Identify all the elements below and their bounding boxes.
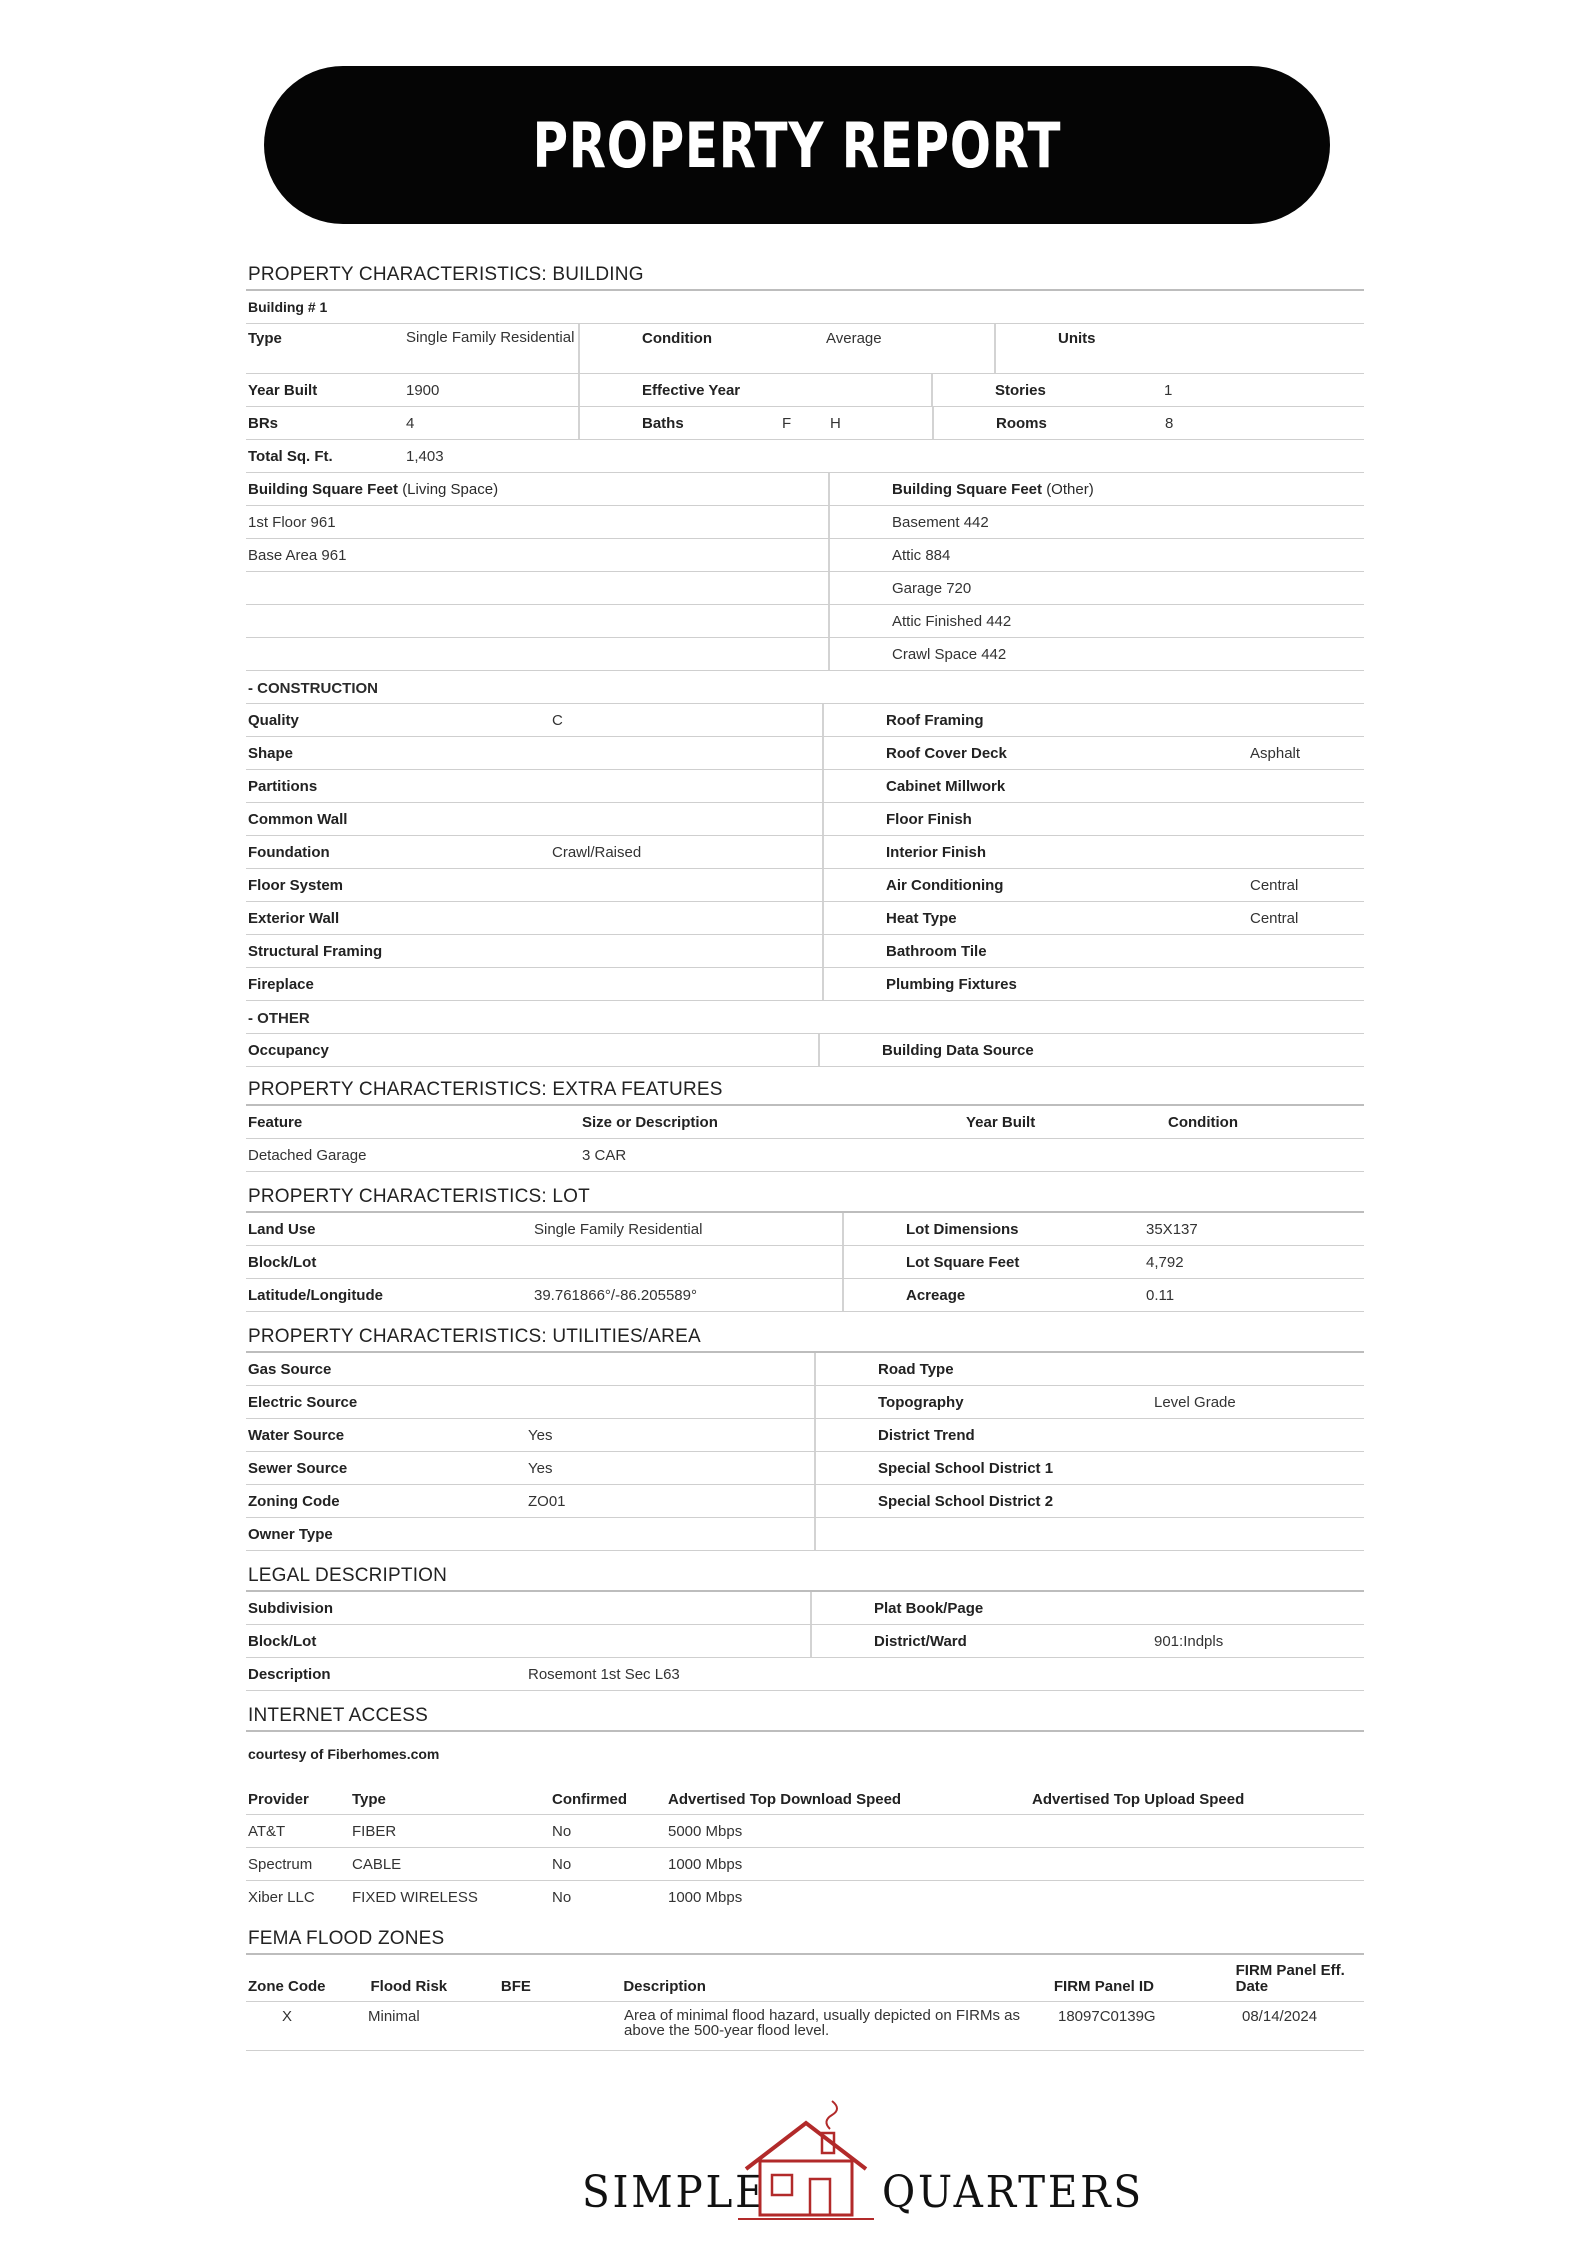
other-row bbox=[246, 1034, 1364, 1067]
rooms-value: 8 bbox=[1165, 414, 1174, 432]
table-row: Common Wall Floor Finish bbox=[246, 803, 1364, 836]
effective-year-label: Effective Year bbox=[642, 381, 741, 399]
baths-label: Baths bbox=[642, 414, 684, 432]
table-row: Zoning Code ZO01 Special School District 2 bbox=[246, 1485, 1364, 1518]
table-row: Quality C Roof Framing bbox=[246, 704, 1364, 737]
internet-section-title: INTERNET ACCESS bbox=[246, 1699, 1364, 1732]
list-item: Base Area 961 Attic 884 bbox=[246, 539, 1364, 572]
table-row: Owner Type bbox=[246, 1518, 1364, 1551]
type-value: Single Family Residential bbox=[404, 324, 580, 373]
report-title: PROPERTY REPORT bbox=[532, 108, 1062, 182]
legal-table bbox=[246, 1592, 1364, 1691]
stories-value: 1 bbox=[1164, 381, 1173, 399]
table-row: Xiber LLC FIXED WIRELESS No 1000 Mbps bbox=[248, 1889, 743, 1906]
sqft-list bbox=[246, 506, 1364, 671]
table-row: Shape Roof Cover Deck Asphalt bbox=[246, 737, 1364, 770]
table-row: Structural Framing Bathroom Tile bbox=[246, 935, 1364, 968]
utilities-section-title: PROPERTY CHARACTERISTICS: UTILITIES/AREA bbox=[246, 1320, 1364, 1353]
table-row: AT&T FIBER No 5000 Mbps bbox=[246, 1815, 1364, 1848]
year-built-value: 1900 bbox=[404, 374, 580, 406]
table-row: Partitions Cabinet Millwork bbox=[246, 770, 1364, 803]
logo-text-right: QUARTERS bbox=[882, 2167, 1144, 2218]
building-row-type bbox=[246, 324, 1364, 374]
condition-label: Condition bbox=[642, 330, 712, 347]
table-row: Latitude/Longitude 39.761866°/-86.205589° Acreage 0.11 bbox=[246, 1279, 1364, 1312]
logo-text-left: SIMPLE bbox=[582, 2167, 768, 2218]
construction-table bbox=[246, 704, 1364, 1001]
table-row: Electric Source Topography Level Grade bbox=[246, 1386, 1364, 1419]
table-row: X Minimal Area of minimal flood hazard, usually depicted on FIRMs as above the 500-year flood level. 18097C0139G 08/14/2024 bbox=[246, 2002, 1364, 2051]
extra-features-section-title: PROPERTY CHARACTERISTICS: EXTRA FEATURES bbox=[246, 1073, 1364, 1106]
lot-table bbox=[246, 1213, 1364, 1312]
courtesy-note: courtesy of Fiberhomes.com bbox=[248, 1746, 440, 1762]
table-row: Fireplace Plumbing Fixtures bbox=[246, 968, 1364, 1001]
total-sqft-value: 1,403 bbox=[406, 447, 444, 465]
table-row: Block/Lot Lot Square Feet 4,792 bbox=[246, 1246, 1364, 1279]
other-space-header: Building Square Feet (Other) bbox=[892, 480, 1094, 498]
building-row-year bbox=[246, 374, 1364, 407]
table-row: Water Source Yes District Trend bbox=[246, 1419, 1364, 1452]
lot-section-title: PROPERTY CHARACTERISTICS: LOT bbox=[246, 1180, 1364, 1213]
living-space-header: Building Square Feet (Living Space) bbox=[246, 473, 830, 505]
building-section-title: PROPERTY CHARACTERISTICS: BUILDING bbox=[246, 258, 1364, 291]
baths-full: F bbox=[782, 414, 792, 432]
property-report bbox=[246, 258, 1364, 2051]
legal-section-title: LEGAL DESCRIPTION bbox=[246, 1559, 1364, 1592]
type-label: Type bbox=[248, 330, 282, 347]
condition-value: Average bbox=[824, 324, 996, 373]
description-value: Rosemont 1st Sec L63 bbox=[528, 1665, 680, 1683]
report-title-banner bbox=[264, 66, 1330, 224]
table-row: Exterior Wall Heat Type Central bbox=[246, 902, 1364, 935]
baths-half: H bbox=[828, 407, 934, 439]
table-row: Floor System Air Conditioning Central bbox=[246, 869, 1364, 902]
description-label: Description bbox=[248, 1665, 331, 1683]
list-item: 1st Floor 961 Basement 442 bbox=[246, 506, 1364, 539]
building-data-source-label: Building Data Source bbox=[882, 1041, 1034, 1059]
table-row: Sewer Source Yes Special School District 1 bbox=[246, 1452, 1364, 1485]
utilities-table bbox=[246, 1353, 1364, 1551]
list-item: Garage 720 bbox=[246, 572, 1364, 605]
fema-header: Zone Code Flood Risk BFE Description FIRM Panel ID FIRM Panel Eff. Date bbox=[246, 1955, 1364, 2002]
internet-header: Provider Type Confirmed Advertised Top Download Speed Advertised Top Upload Speed bbox=[246, 1776, 1364, 1815]
table-row bbox=[246, 1658, 1364, 1691]
table-row: Block/Lot District/Ward 901:Indpls bbox=[246, 1625, 1364, 1658]
list-item: Crawl Space 442 bbox=[246, 638, 1364, 671]
brs-label: BRs bbox=[248, 414, 279, 432]
building-row-sqft bbox=[246, 440, 1364, 473]
table-row: Detached Garage 3 CAR bbox=[246, 1139, 1364, 1172]
year-built-label: Year Built bbox=[248, 381, 318, 399]
other-title: - OTHER bbox=[246, 1001, 1364, 1034]
table-row: Gas Source Road Type bbox=[246, 1353, 1364, 1386]
occupancy-label: Occupancy bbox=[246, 1034, 820, 1066]
simple-quarters-logo bbox=[560, 2095, 1144, 2225]
list-item: Attic Finished 442 bbox=[246, 605, 1364, 638]
construction-title: - CONSTRUCTION bbox=[246, 671, 1364, 704]
building-number-row bbox=[246, 291, 1364, 324]
table-row: Land Use Single Family Residential Lot Dimensions 35X137 bbox=[246, 1213, 1364, 1246]
fema-section-title: FEMA FLOOD ZONES bbox=[246, 1922, 1364, 1955]
table-row: Subdivision Plat Book/Page bbox=[246, 1592, 1364, 1625]
rooms-label: Rooms bbox=[996, 414, 1047, 432]
brs-value: 4 bbox=[404, 407, 580, 439]
internet-table bbox=[246, 1815, 1364, 1914]
building-number: Building # 1 bbox=[248, 299, 328, 315]
sqft-header-row bbox=[246, 473, 1364, 506]
table-row: Foundation Crawl/Raised Interior Finish bbox=[246, 836, 1364, 869]
table-row: Spectrum CABLE No 1000 Mbps bbox=[246, 1848, 1364, 1881]
units-label: Units bbox=[1058, 330, 1096, 347]
stories-label: Stories bbox=[995, 381, 1046, 399]
extra-features-header: Feature Size or Description Year Built Condition bbox=[246, 1106, 1364, 1139]
building-row-brs bbox=[246, 407, 1364, 440]
house-icon bbox=[738, 2095, 874, 2223]
total-sqft-label: Total Sq. Ft. bbox=[248, 447, 333, 465]
